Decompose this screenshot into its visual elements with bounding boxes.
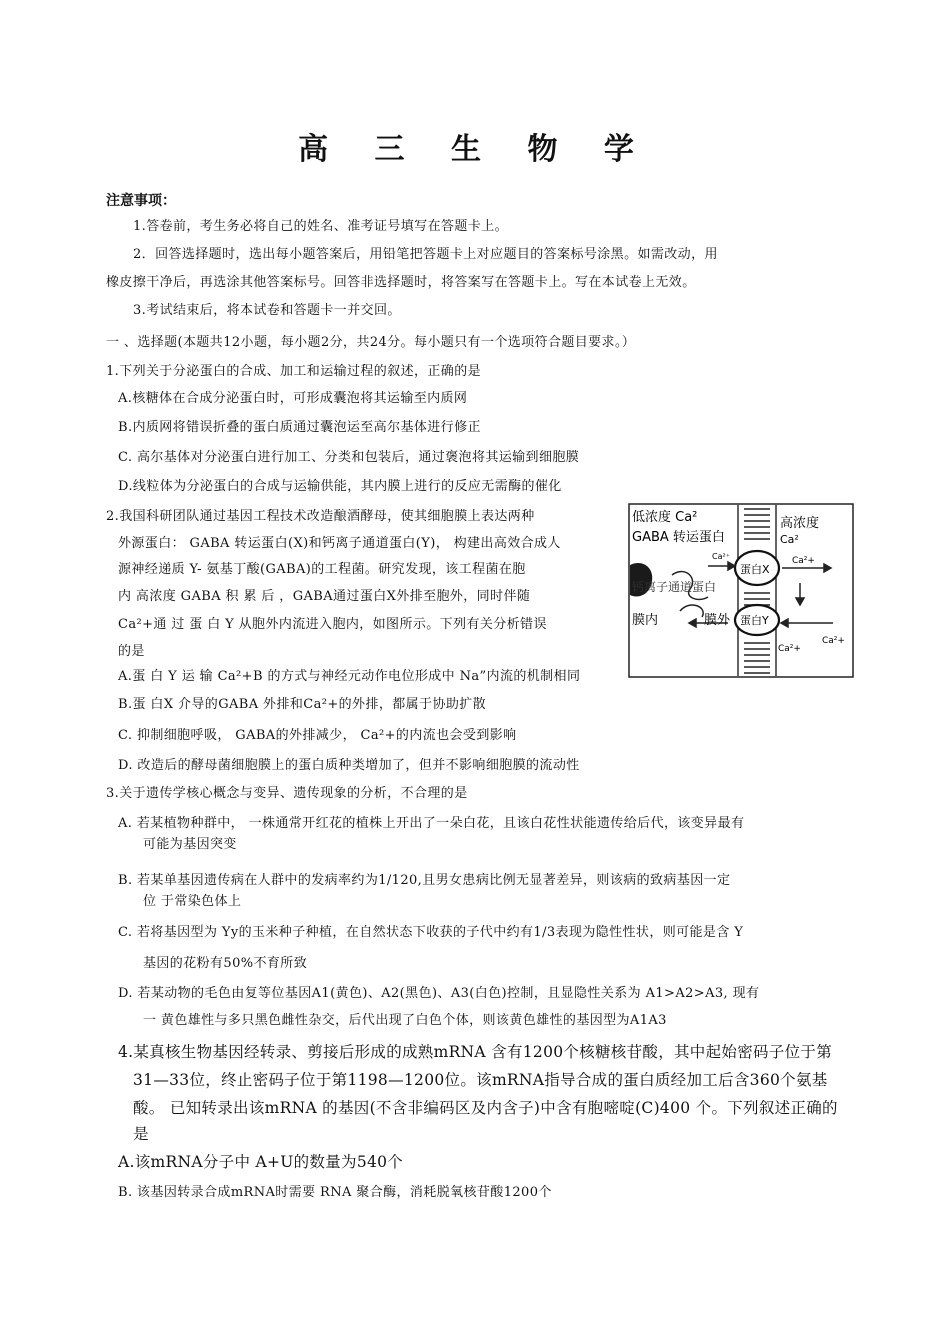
- page-title: 高 三 生 物 学: [298, 132, 652, 167]
- q3-option-a: A. 若某植物种群中， 一株通常开红花的植株上开出了一朵白花，且该白花性状能遗传给后代，该变异最有: [118, 816, 745, 831]
- q1-option-c: C. 高尔基体对分泌蛋白进行加工、分类和包装后，通过褒泡将其运输到细胞膜: [118, 450, 580, 465]
- notice-item-1: 1.答卷前，考生务必将自己的姓名、准考证号填写在答题卡上。: [133, 219, 509, 234]
- q2-option-d: D. 改造后的酵母菌细胞膜上的蛋白质种类增加了，但并不影响细胞膜的流动性: [118, 758, 580, 773]
- protein-x-label: 蛋白X: [740, 563, 770, 576]
- calcium-channel-label: 钙离子通道蛋白: [632, 580, 717, 594]
- q2-option-b: B.蛋 白X 介导的GABA 外排和Ca²+的外排，都属于协助扩散: [118, 697, 487, 712]
- q2-stem-line-4: 内 高浓度 GABA 积 累 后 ，GABA通过蛋白X外排至胞外，同时伴随: [118, 589, 531, 604]
- q3-option-d: D. 若某动物的毛色由复等位基因A1(黄色)、A2(黑色)、A3(白色)控制，且显隐性关系为 A1>A2>A3, 现有: [118, 986, 760, 1001]
- high-ca-label: Ca²: [780, 533, 799, 546]
- membrane-outside-label: 膜外: [704, 613, 731, 628]
- low-concentration-label: 低浓度 Ca²: [632, 510, 698, 525]
- q2-stem-line-5: Ca²+通 过 蛋 白 Y 从胞外内流进入胞内，如图所示。下列有关分析错误: [118, 617, 547, 632]
- q3-option-b-cont: 位 于常染色体上: [143, 894, 242, 909]
- q1-stem: 1.下列关于分泌蛋白的合成、加工和运输过程的叙述，正确的是: [106, 364, 482, 379]
- notice-item-2-cont: 橡皮擦干净后，再选涂其他答案标号。回答非选择题时，将答案写在答题卡上。写在本试卷上无效。: [106, 275, 696, 290]
- q4-option-a: A.该mRNA分子中 A+U的数量为540个: [118, 1153, 404, 1171]
- high-concentration-label: 高浓度: [780, 516, 820, 531]
- q4-stem-line-2: 31—33位，终止密码子位于第1198—1200位。该mRNA指导合成的蛋白质经加工后含360个氨基: [133, 1071, 828, 1089]
- q1-option-b: B.内质网将错误折叠的蛋白质通过囊泡运至高尔基体进行修正: [118, 420, 481, 435]
- ca-ion-label-2: Ca²+: [792, 556, 815, 566]
- gaba-transporter-label: GABA 转运蛋白: [632, 530, 725, 545]
- ca-ion-label-3: Ca²+: [822, 636, 845, 646]
- q2-stem-line-1: 2.我国科研团队通过基因工程技术改造酿酒酵母，使其细胞膜上表达两种: [106, 509, 535, 524]
- q2-option-c: C. 抑制细胞呼吸， GABA的外排减少， Ca²+的内流也会受到影响: [118, 728, 517, 743]
- q3-option-a-cont: 可能为基因突变: [143, 837, 237, 852]
- q4-option-b: B. 该基因转录合成mRNA时需要 RNA 聚合酶，消耗脱氧核苷酸1200个: [118, 1185, 552, 1200]
- q2-stem-line-6: 的是: [118, 644, 145, 659]
- q4-stem-line-3: 酸。 已知转录出该mRNA 的基因(不含非编码区及内含子)中含有胞嘧啶(C)400 个。下列叙述正确的: [133, 1099, 838, 1117]
- q2-stem-line-3: 源神经递质 Y- 氨基丁酸(GABA)的工程菌。研究发现，该工程菌在胞: [118, 562, 526, 577]
- q3-option-c-cont: 基因的花粉有50%不育所致: [143, 956, 308, 971]
- membrane-transport-diagram: [628, 503, 854, 678]
- notice-item-2: 2．回答选择题时，选出每小题答案后，用铅笔把答题卡上对应题目的答案标号涂黑。如需改动，用: [133, 247, 718, 262]
- q2-option-a: A.蛋 白 Y 运 输 Ca²+B 的方式与神经元动作电位形成中 Na”内流的机制相同: [118, 669, 581, 684]
- q4-stem-line-4: 是: [133, 1125, 149, 1143]
- q3-option-d-cont: 一 黄色雄性与多只黑色雌性杂交，后代出现了白色个体，则该黄色雄性的基因型为A1A3: [143, 1013, 667, 1028]
- q3-stem: 3.关于遗传学核心概念与变异、遗传现象的分析，不合理的是: [106, 786, 468, 801]
- q3-option-c: C. 若将基因型为 Yy的玉米种子种植，在自然状态下收获的子代中约有1/3表现为隐性性状，则可能是含 Y: [118, 925, 744, 940]
- q1-option-a: A.核糖体在合成分泌蛋白时，可形成囊泡将其运输至内质网: [118, 391, 468, 406]
- q4-stem-line-1: 4.某真核生物基因经转录、剪接后形成的成熟mRNA 含有1200个核糖核苷酸，其中起始密码子位于第: [118, 1043, 832, 1061]
- section-heading: 一 、选择题(本题共12小题，每小题2分，共24分。每小题只有一个选项符合题目要求。）: [106, 335, 636, 350]
- ca-ion-label-4: Ca²+: [778, 644, 801, 654]
- q2-stem-line-2: 外源蛋白： GABA 转运蛋白(X)和钙离子通道蛋白(Y)， 构建出高效合成人: [118, 536, 561, 551]
- q1-option-d: D.线粒体为分泌蛋白的合成与运输供能，其内膜上进行的反应无需酶的催化: [118, 479, 562, 494]
- notice-heading: 注意事项：: [106, 193, 176, 209]
- membrane-inside-label: 膜内: [632, 613, 659, 628]
- notice-item-3: 3.考试结束后，将本试卷和答题卡一并交回。: [133, 303, 401, 318]
- protein-y-label: 蛋白Y: [740, 614, 769, 627]
- ca-ion-label-1: Ca²⁺: [712, 552, 730, 561]
- q3-option-b: B. 若某单基因遗传病在人群中的发病率约为1/120,且男女患病比例无显著差异，则该病的致病基因一定: [118, 873, 731, 888]
